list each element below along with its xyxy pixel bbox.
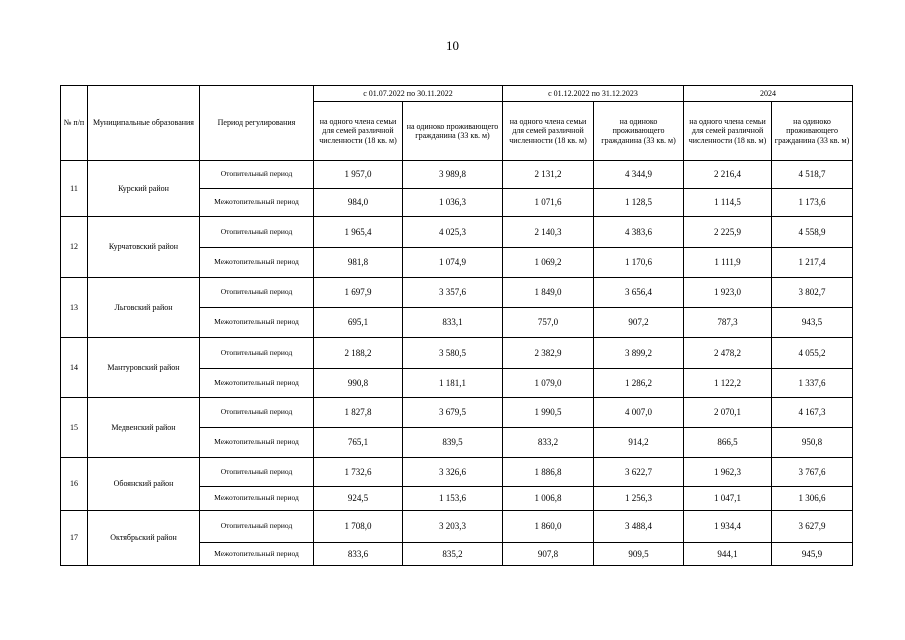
value-cell: 3 203,3 bbox=[403, 511, 503, 543]
value-cell: 1 732,6 bbox=[314, 458, 403, 487]
value-cell: 2 478,2 bbox=[684, 338, 772, 369]
value-cell: 833,2 bbox=[503, 428, 594, 458]
municipality-name: Медвенский район bbox=[88, 398, 200, 458]
value-cell: 1 934,4 bbox=[684, 511, 772, 543]
table-row bbox=[61, 398, 853, 428]
value-cell: 1 153,6 bbox=[403, 487, 503, 511]
value-cell: 3 802,7 bbox=[772, 278, 853, 308]
value-cell: 4 518,7 bbox=[772, 161, 853, 189]
value-cell: 3 989,8 bbox=[403, 161, 503, 189]
period-label-heating: Отопительный период bbox=[200, 217, 314, 248]
value-cell: 833,1 bbox=[403, 308, 503, 338]
value-cell: 990,8 bbox=[314, 369, 403, 398]
value-cell: 835,2 bbox=[403, 543, 503, 566]
value-cell: 1 886,8 bbox=[503, 458, 594, 487]
value-cell: 2 188,2 bbox=[314, 338, 403, 369]
value-cell: 3 488,4 bbox=[594, 511, 684, 543]
table-row bbox=[61, 217, 853, 248]
tariff-table bbox=[60, 85, 853, 566]
value-cell: 2 070,1 bbox=[684, 398, 772, 428]
period-label-heating: Отопительный период bbox=[200, 161, 314, 189]
value-cell: 4 055,2 bbox=[772, 338, 853, 369]
value-cell: 1 071,6 bbox=[503, 189, 594, 217]
period-label-heating: Отопительный период bbox=[200, 458, 314, 487]
value-cell: 2 382,9 bbox=[503, 338, 594, 369]
value-cell: 3 899,2 bbox=[594, 338, 684, 369]
period-label-heating: Отопительный период bbox=[200, 278, 314, 308]
header-range-1: с 01.07.2022 по 30.11.2022 bbox=[314, 86, 503, 102]
table-row bbox=[61, 161, 853, 189]
municipality-name: Мантуровский район bbox=[88, 338, 200, 398]
row-number: 12 bbox=[61, 217, 88, 278]
municipality-name: Курчатовский район bbox=[88, 217, 200, 278]
value-cell: 945,9 bbox=[772, 543, 853, 566]
value-cell: 1 957,0 bbox=[314, 161, 403, 189]
value-cell: 4 344,9 bbox=[594, 161, 684, 189]
header-sub-b: на одиноко проживающего гражданина (33 кв. м) bbox=[772, 102, 853, 161]
value-cell: 3 656,4 bbox=[594, 278, 684, 308]
header-sub-b: на одиноко проживающего гражданина (33 кв. м) bbox=[594, 102, 684, 161]
value-cell: 839,5 bbox=[403, 428, 503, 458]
value-cell: 984,0 bbox=[314, 189, 403, 217]
value-cell: 907,8 bbox=[503, 543, 594, 566]
period-label-interheating: Межотопительный период bbox=[200, 543, 314, 566]
row-number: 13 bbox=[61, 278, 88, 338]
value-cell: 1 181,1 bbox=[403, 369, 503, 398]
value-cell: 924,5 bbox=[314, 487, 403, 511]
header-num: № п/п bbox=[61, 86, 88, 161]
value-cell: 2 131,2 bbox=[503, 161, 594, 189]
period-label-interheating: Межотопительный период bbox=[200, 487, 314, 511]
table-body bbox=[61, 161, 853, 566]
table-row bbox=[61, 458, 853, 487]
value-cell: 1 069,2 bbox=[503, 248, 594, 278]
value-cell: 833,6 bbox=[314, 543, 403, 566]
value-cell: 1 860,0 bbox=[503, 511, 594, 543]
value-cell: 1 990,5 bbox=[503, 398, 594, 428]
value-cell: 1 047,1 bbox=[684, 487, 772, 511]
value-cell: 1 697,9 bbox=[314, 278, 403, 308]
municipality-name: Курский район bbox=[88, 161, 200, 217]
municipality-name: Льговский район bbox=[88, 278, 200, 338]
value-cell: 1 962,3 bbox=[684, 458, 772, 487]
value-cell: 1 217,4 bbox=[772, 248, 853, 278]
header-sub-a: на одного члена семьи для семей различной численности (18 кв. м) bbox=[684, 102, 772, 161]
value-cell: 1 256,3 bbox=[594, 487, 684, 511]
value-cell: 1 170,6 bbox=[594, 248, 684, 278]
value-cell: 695,1 bbox=[314, 308, 403, 338]
value-cell: 3 679,5 bbox=[403, 398, 503, 428]
value-cell: 981,8 bbox=[314, 248, 403, 278]
value-cell: 2 225,9 bbox=[684, 217, 772, 248]
value-cell: 1 965,4 bbox=[314, 217, 403, 248]
value-cell: 944,1 bbox=[684, 543, 772, 566]
value-cell: 765,1 bbox=[314, 428, 403, 458]
value-cell: 950,8 bbox=[772, 428, 853, 458]
value-cell: 1 111,9 bbox=[684, 248, 772, 278]
value-cell: 787,3 bbox=[684, 308, 772, 338]
value-cell: 909,5 bbox=[594, 543, 684, 566]
value-cell: 1 079,0 bbox=[503, 369, 594, 398]
municipality-name: Октябрьский район bbox=[88, 511, 200, 566]
row-number: 16 bbox=[61, 458, 88, 511]
period-label-heating: Отопительный период bbox=[200, 511, 314, 543]
period-label-interheating: Межотопительный период bbox=[200, 308, 314, 338]
value-cell: 1 128,5 bbox=[594, 189, 684, 217]
header-range-3: 2024 bbox=[684, 86, 853, 102]
header-range-2: с 01.12.2022 по 31.12.2023 bbox=[503, 86, 684, 102]
value-cell: 914,2 bbox=[594, 428, 684, 458]
value-cell: 2 216,4 bbox=[684, 161, 772, 189]
row-number: 11 bbox=[61, 161, 88, 217]
period-label-heating: Отопительный период bbox=[200, 338, 314, 369]
value-cell: 4 167,3 bbox=[772, 398, 853, 428]
value-cell: 3 357,6 bbox=[403, 278, 503, 308]
page-number: 10 bbox=[446, 38, 459, 53]
value-cell: 1 006,8 bbox=[503, 487, 594, 511]
header-sub-a: на одного члена семьи для семей различной численности (18 кв. м) bbox=[314, 102, 403, 161]
value-cell: 907,2 bbox=[594, 308, 684, 338]
header-sub-b: на одиноко проживающего гражданина (33 кв. м) bbox=[403, 102, 503, 161]
period-label-heating: Отопительный период bbox=[200, 398, 314, 428]
value-cell: 4 383,6 bbox=[594, 217, 684, 248]
period-label-interheating: Межотопительный период bbox=[200, 248, 314, 278]
header-municipality: Муниципальные образования bbox=[88, 86, 200, 161]
value-cell: 1 114,5 bbox=[684, 189, 772, 217]
municipality-name: Обоянский район bbox=[88, 458, 200, 511]
period-label-interheating: Межотопительный период bbox=[200, 189, 314, 217]
value-cell: 3 627,9 bbox=[772, 511, 853, 543]
table-row bbox=[61, 278, 853, 308]
value-cell: 1 286,2 bbox=[594, 369, 684, 398]
value-cell: 1 827,8 bbox=[314, 398, 403, 428]
value-cell: 4 007,0 bbox=[594, 398, 684, 428]
period-label-interheating: Межотопительный период bbox=[200, 428, 314, 458]
value-cell: 1 923,0 bbox=[684, 278, 772, 308]
value-cell: 1 337,6 bbox=[772, 369, 853, 398]
value-cell: 3 767,6 bbox=[772, 458, 853, 487]
value-cell: 1 122,2 bbox=[684, 369, 772, 398]
value-cell: 1 708,0 bbox=[314, 511, 403, 543]
value-cell: 1 036,3 bbox=[403, 189, 503, 217]
value-cell: 4 558,9 bbox=[772, 217, 853, 248]
value-cell: 757,0 bbox=[503, 308, 594, 338]
value-cell: 943,5 bbox=[772, 308, 853, 338]
value-cell: 866,5 bbox=[684, 428, 772, 458]
header-period: Период регулирования bbox=[200, 86, 314, 161]
value-cell: 1 173,6 bbox=[772, 189, 853, 217]
value-cell: 1 849,0 bbox=[503, 278, 594, 308]
row-number: 15 bbox=[61, 398, 88, 458]
value-cell: 3 326,6 bbox=[403, 458, 503, 487]
value-cell: 1 074,9 bbox=[403, 248, 503, 278]
row-number: 17 bbox=[61, 511, 88, 566]
value-cell: 4 025,3 bbox=[403, 217, 503, 248]
value-cell: 3 622,7 bbox=[594, 458, 684, 487]
table-row bbox=[61, 338, 853, 369]
table-row bbox=[61, 511, 853, 543]
value-cell: 2 140,3 bbox=[503, 217, 594, 248]
value-cell: 1 306,6 bbox=[772, 487, 853, 511]
row-number: 14 bbox=[61, 338, 88, 398]
header-sub-a: на одного члена семьи для семей различной численности (18 кв. м) bbox=[503, 102, 594, 161]
value-cell: 3 580,5 bbox=[403, 338, 503, 369]
period-label-interheating: Межотопительный период bbox=[200, 369, 314, 398]
